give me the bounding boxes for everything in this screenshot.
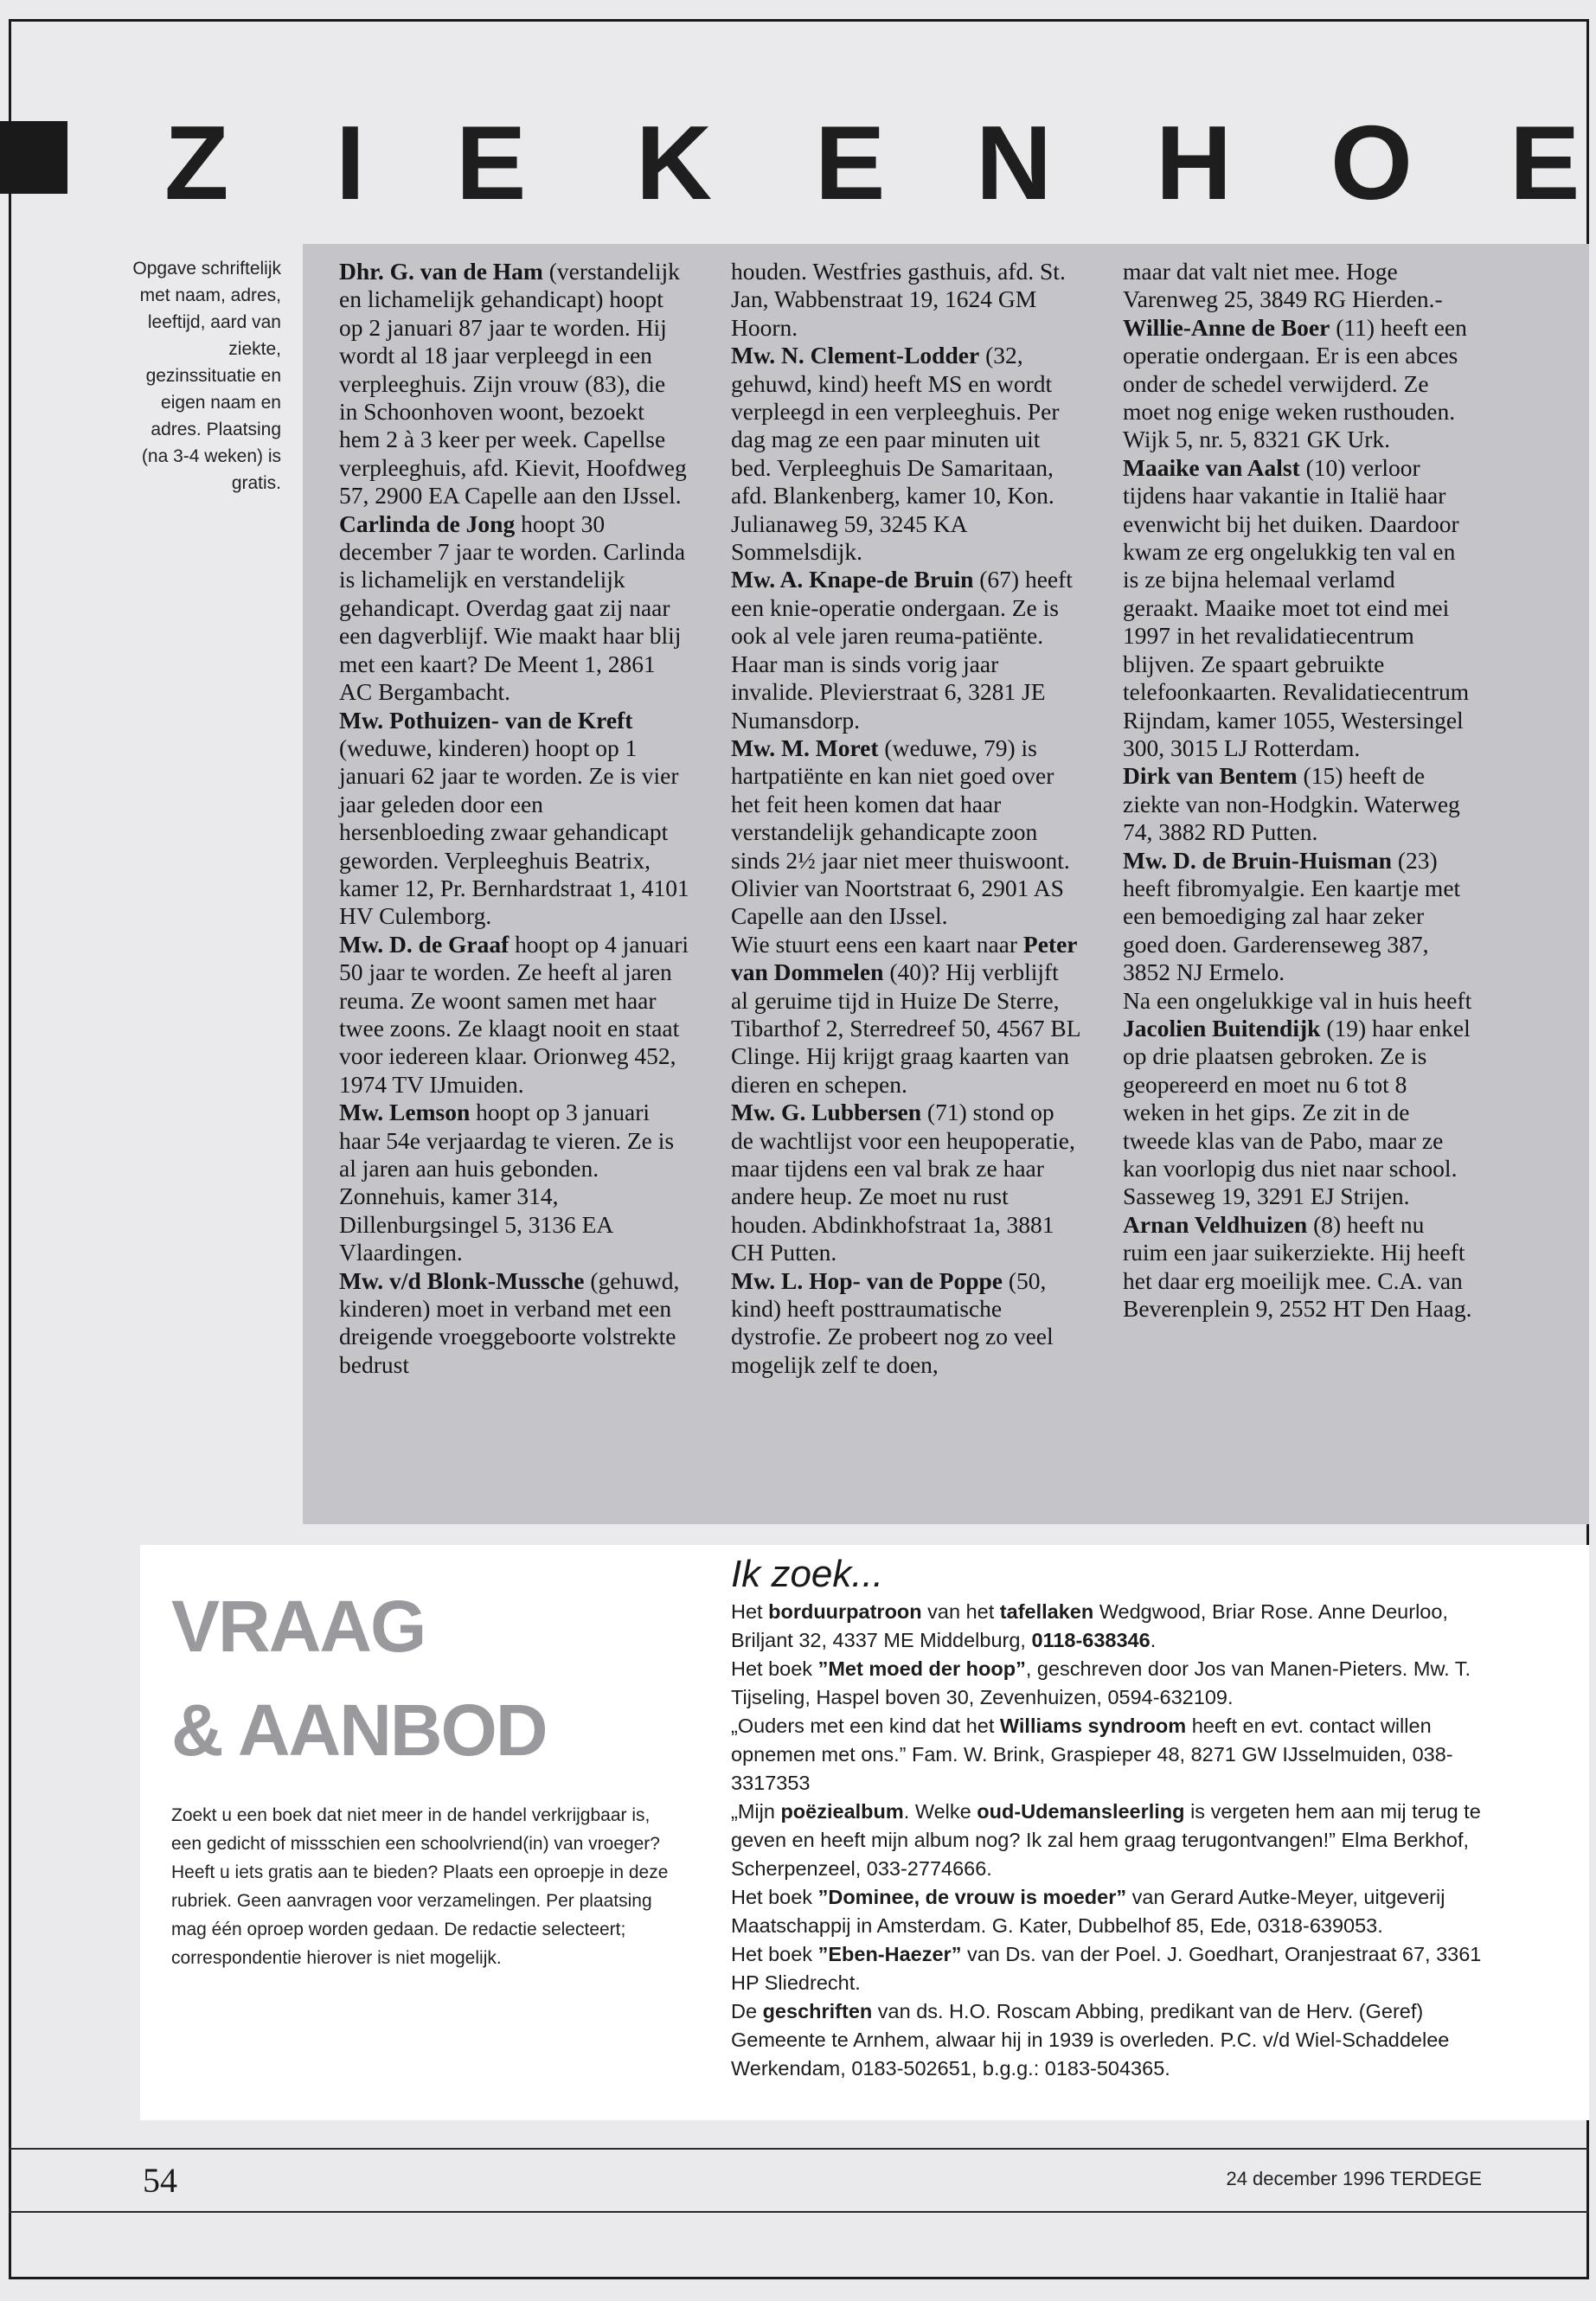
heading-letter: H	[1156, 104, 1233, 221]
notice-text: maar dat valt niet mee. Hoge Varenweg 25, 3849 RG Hierden.-	[1123, 258, 1443, 313]
notice-text: (8) heeft nu ruim een jaar suikerziekte. Hij heeft het daar erg moeilijk mee. C.A. van Beverenplein 9, 2552 HT Den Haag.	[1123, 1210, 1472, 1323]
notice-text: (10) verloor tijdens haar vakantie in Italië haar evenwicht bij het duiken. Daardoor kwam ze erg ongelukkig ten val en is ze bijna helemaal verlamd geraakt. Maaike moet tot eind mei 1997 in het revalidatiecentrum blijven. Ze spaart gebruikte telefoonkaarten. Revalidatiecentrum Rijndam, kamer 1055, Westersingel 300, 3015 LJ Rotterdam.	[1123, 453, 1470, 761]
notice-text: hoopt op 3 januari haar 54e verjaardag te vieren. Ze is al jaren aan huis gebonden. Zonnehuis, kamer 314, Dillenburgsingel 5, 3136 EA Vlaardingen.	[339, 1099, 675, 1266]
notice-name: Mw. Lemson	[339, 1099, 471, 1126]
zoek-text: De	[731, 2000, 758, 2022]
notice-entry	[1123, 314, 1473, 454]
notice-text: (23) heeft fibromyalgie. Een kaartje met een bemoediging zal haar zeker goed doen. Garderenseweg 387, 3852 NJ Ermelo.	[1123, 846, 1461, 986]
notice-text: (11) heeft een operatie ondergaan. Er is een abces onder de schedel verwijderd. Ze moet nog enige weken rusthouden. Wijk 5, nr. 5, 8321 GK Urk.	[1123, 313, 1467, 453]
notice-text: (weduwe, 79) is hartpatiënte en kan niet goed over het feit heen komen dat haar verstandelijk gehandicapte zoon sinds 2½ jaar niet meer thuiswoont. Olivier van Noortstraat 6, 2901 AS Capelle aan den IJssel.	[731, 734, 1070, 930]
notice-entry	[339, 1099, 689, 1266]
notice-text: hoopt op 4 januari 50 jaar te worden. Ze heeft al jaren reuma. Ze woont samen met haar twee zoons. Ze klaagt nooit en staat voor iedereen klaar. Orionweg 452, 1974 TV IJmuiden.	[339, 930, 689, 1098]
heading-letter: Z	[164, 104, 229, 221]
zoek-keyword: ”Dominee, de vrouw is moeder”	[817, 1886, 1127, 1908]
zoek-keyword: tafellaken	[999, 1600, 1094, 1623]
notice-entry	[1123, 762, 1473, 846]
heading-letter: E	[1509, 104, 1580, 221]
zoek-keyword: ”Eben-Haezer”	[817, 1943, 962, 1965]
zoek-text: .	[1150, 1629, 1157, 1651]
notice-entry	[339, 931, 689, 1099]
notice-name: Dhr. G. van de Ham	[339, 258, 543, 285]
zoek-keyword: borduurpatroon	[768, 1600, 922, 1623]
zoek-item	[731, 1712, 1501, 1798]
notice-name: Mw. N. Clement-Lodder	[731, 342, 980, 369]
notice-text: (71) stond op de wachtlijst voor een heupoperatie, maar tijdens een val brak ze haar andere heup. Ze moet nu rust houden. Abdinkhofstraat 1a, 3881 CH Putten.	[731, 1099, 1075, 1266]
notice-prefix: Wie stuurt eens een kaart naar	[731, 930, 1018, 958]
zoek-item	[731, 1798, 1501, 1883]
zoek-item	[731, 1655, 1501, 1712]
notice-entry	[731, 1267, 1081, 1380]
notice-name: Maaike van Aalst	[1123, 453, 1300, 481]
zoek-text: van Gerard Autke-Meyer, uitgeverij Maatschappij in Amsterdam. G. Kater, Dubbelhof 85, Ede, 0318-639053.	[731, 1886, 1445, 1937]
zoek-keyword: oud-Udemansleerling	[977, 1800, 1185, 1823]
notice-text: (weduwe, kinderen) hoopt op 1 januari 62 jaar te worden. Ze is vier jaar geleden door een hersenbloeding zwaar gehandicapt geworden. Verpleeghuis Beatrix, kamer 12, Pr. Bernhardstraat 1, 4101 HV Culemborg.	[339, 734, 689, 930]
notice-name: Mw. L. Hop- van de Poppe	[731, 1266, 1003, 1294]
notices-column-3	[1123, 258, 1473, 1323]
notice-name: Dirk van Bentem	[1123, 762, 1298, 790]
zoek-text: is vergeten hem aan mij terug te geven en heeft mijn album nog? Ik zal hem graag terugontvangen!” Elma Berkhof, Scherpenzeel, 033-2774666.	[731, 1800, 1481, 1880]
notice-text: hoopt 30 december 7 jaar te worden. Carlinda is lichamelijk en verstandelijk gehandicapt. Overdag gaat zij naar een dagverblijf. Wie maakt haar blij met een kaart? De Meent 1, 2861 AC Bergambacht.	[339, 510, 686, 706]
zoek-item	[731, 1598, 1501, 1655]
zoek-text: „Mijn	[731, 1800, 775, 1823]
notice-entry	[339, 510, 689, 707]
notice-text: (15) heeft de ziekte van non-Hodgkin. Waterweg 74, 3882 RD Putten.	[1123, 762, 1460, 846]
notice-entry	[1123, 847, 1473, 987]
zoek-text: van het	[927, 1600, 995, 1623]
notice-name: Arnan Veldhuizen	[1123, 1210, 1308, 1238]
zoek-text: Het boek	[731, 1657, 813, 1680]
notice-text: (32, gehuwd, kind) heeft MS en wordt verpleegd in een verpleeghuis. Per dag mag ze een paar minuten uit bed. Verpleeghuis De Samaritaan, afd. Blankenberg, kamer 10, Kon. Julianaweg 59, 3245 KA Sommelsdijk.	[731, 342, 1060, 566]
vraag-aanbod-title	[171, 1574, 656, 1782]
notice-name: Mw. Pothuizen- van de Kreft	[339, 706, 633, 734]
notice-text: (67) heeft een knie-operatie ondergaan. Ze is ook al vele jaren reuma-patiënte. Haar man is sinds vorig jaar invalide. Plevierstraat 6, 3281 JE Numansdorp.	[731, 566, 1073, 734]
page-number: 54	[143, 2161, 177, 2200]
heading-letter: I	[336, 104, 365, 221]
zoek-text: heeft en evt. contact willen opnemen met ons.” Fam. W. Brink, Graspieper 48, 8271 GW IJsselmuiden, 038-3317353	[731, 1715, 1453, 1794]
notice-entry	[731, 1099, 1081, 1266]
notice-prefix: Na een ongelukkige val in huis heeft	[1123, 986, 1472, 1014]
section-marker-block	[0, 121, 67, 194]
ik-zoek-heading: Ik zoek...	[731, 1553, 884, 1595]
zoek-text: van Ds. van der Poel. J. Goedhart, Oranjestraat 67, 3361 HP Sliedrecht.	[731, 1943, 1482, 1994]
notice-text: (40)? Hij verblijft al geruime tijd in Huize De Sterre, Tibarthof 2, Sterredreef 50, 4567 BL Clinge. Hij krijgt graag kaarten van dieren en schepen.	[731, 958, 1080, 1098]
notice-entry	[1123, 258, 1473, 314]
notice-entry	[1123, 1211, 1473, 1324]
heading-letter: N	[976, 104, 1053, 221]
notice-name: Mw. A. Knape-de Bruin	[731, 566, 974, 593]
notice-name: Carlinda de Jong	[339, 510, 516, 537]
notice-name: Peter van Dommelen	[731, 930, 1077, 986]
zoek-text: Wedgwood, Briar Rose. Anne Deurloo, Briljant 32, 4337 ME Middelburg,	[731, 1600, 1448, 1651]
section-heading	[138, 102, 1592, 223]
notice-entry	[731, 566, 1081, 734]
zoek-text: , geschreven door Jos van Manen-Pieters. Mw. T. Tijseling, Haspel boven 30, Zevenhuizen, 0594-632109.	[731, 1657, 1471, 1708]
heading-letter: O	[1330, 104, 1413, 221]
zoek-text: Het boek	[731, 1943, 813, 1965]
ik-zoek-list	[731, 1598, 1501, 2083]
notice-text: (verstandelijk en lichamelijk gehandicapt) hoopt op 2 januari 87 jaar te worden. Hij wordt al 18 jaar verpleegd in een verpleeghuis. Zijn vrouw (83), die in Schoonhoven woont, bezoekt hem 2 à 3 keer per week. Capellse verpleeghuis, afd. Kievit, Hoofdweg 57, 2900 EA Capelle aan den IJssel.	[339, 258, 687, 510]
notice-entry	[339, 707, 689, 931]
zoek-keyword: geschriften	[762, 2000, 873, 2022]
notices-column-1	[339, 258, 689, 1379]
notice-name: Jacolien Buitendijk	[1123, 1014, 1321, 1042]
zoek-item	[731, 1940, 1501, 1997]
title-line: & AANBOD	[171, 1689, 547, 1771]
notice-name: Mw. D. de Graaf	[339, 930, 510, 958]
notice-entry	[731, 342, 1081, 566]
zoek-text: . Welke	[903, 1800, 971, 1823]
notice-entry	[1123, 987, 1473, 1211]
zoek-keyword: ”Met moed der hoop”	[817, 1657, 1026, 1680]
notice-name: Willie-Anne de Boer	[1123, 313, 1330, 341]
notice-name: Mw. M. Moret	[731, 734, 879, 761]
notice-entry	[339, 258, 689, 510]
footer-rule	[9, 2148, 1589, 2150]
notice-entry	[731, 258, 1081, 342]
notice-name: Mw. G. Lubbersen	[731, 1099, 922, 1126]
notices-column-2	[731, 258, 1081, 1379]
notice-entry	[731, 931, 1081, 1099]
zoek-text: „Ouders met een kind dat het	[731, 1715, 995, 1737]
notice-text: houden. Westfries gasthuis, afd. St. Jan, Wabbenstraat 19, 1624 GM Hoorn.	[731, 258, 1066, 341]
vraag-aanbod-intro: Zoekt u een boek dat niet meer in de handel verkrijgbaar is, een gedicht of missschien een schoolvriend(in) van vroeger? Heeft u iets gratis aan te bieden? Plaats een oproepje in deze rubriek. Geen aanvragen voor verzamelingen. Per plaatsing mag één oproep worden gedaan. De redactie selecteert; correspondentie hierover is niet mogelijk.	[171, 1805, 669, 1968]
issue-date: 24 december 1996 TERDEGE	[1226, 2168, 1482, 2189]
zoek-text: van ds. H.O. Roscam Abbing, predikant van de Herv. (Geref) Gemeente te Arnhem, alwaar hij in 1939 is overleden. P.C. v/d Wiel-Schaddelee Werkendam, 0183-502651, b.g.g.: 0183-504365.	[731, 2000, 1450, 2080]
notice-entry	[731, 734, 1081, 931]
notice-text: (19) haar enkel op drie plaatsen gebroken. Ze is geopereerd en moet nu 6 tot 8 weken in het gips. Ze zit in de tweede klas van de Pabo, maar ze kan voorlopig dus niet naar school. Sasseweg 19, 3291 EJ Strijen.	[1123, 1014, 1471, 1210]
notice-text: (50, kind) heeft posttraumatische dystrofie. Ze probeert nog zo veel mogelijk zelf te doen,	[731, 1266, 1054, 1378]
zoek-item	[731, 1997, 1501, 2083]
submission-note: Opgave schriftelijk met naam, adres, leeftijd, aard van ziekte, gezinssituatie en eigen naam en adres. Plaatsing (na 3-4 weken) is gratis.	[132, 259, 281, 493]
notice-name: Mw. D. de Bruin-Huisman	[1123, 846, 1392, 874]
zoek-keyword: poëziealbum	[780, 1800, 904, 1823]
heading-letter: E	[456, 104, 527, 221]
zoek-keyword: 0118-638346	[1031, 1629, 1151, 1651]
title-line: VRAAG	[171, 1586, 426, 1667]
zoek-item	[731, 1883, 1501, 1940]
heading-letter: E	[815, 104, 886, 221]
zoek-text: Het	[731, 1600, 763, 1623]
zoek-text: Het boek	[731, 1886, 813, 1908]
notice-text: (gehuwd, kinderen) moet in verband met een dreigende vroeggeboorte volstrekte bedrust	[339, 1266, 680, 1378]
zoek-keyword: Williams syndroom	[999, 1715, 1187, 1737]
heading-letter: K	[636, 104, 713, 221]
notice-entry	[1123, 454, 1473, 762]
notice-name: Mw. v/d Blonk-Mussche	[339, 1266, 585, 1294]
notice-entry	[339, 1267, 689, 1380]
footer-rule	[9, 2211, 1589, 2213]
